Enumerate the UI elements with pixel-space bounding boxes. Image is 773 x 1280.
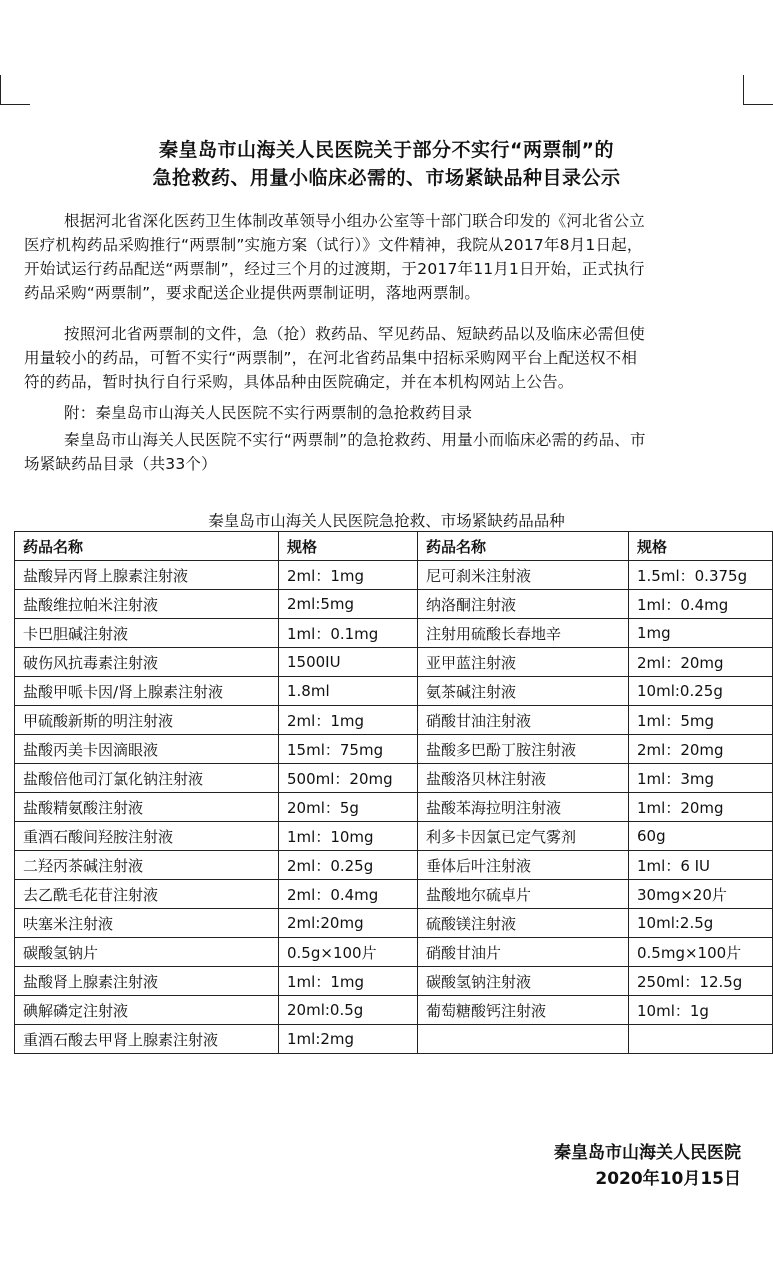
spec-cell: 20ml:0.5g xyxy=(279,996,418,1025)
table-row xyxy=(15,822,773,851)
spec-cell: 2ml：0.25g xyxy=(279,851,418,880)
table-row xyxy=(15,996,773,1025)
attachment-line xyxy=(24,401,754,425)
drug-name-cell: 碳酸氢钠片 xyxy=(15,938,279,967)
spec-cell: 1500IU xyxy=(279,648,418,677)
table-header-row xyxy=(15,532,773,561)
drug-name-cell: 重酒石酸去甲肾上腺素注射液 xyxy=(15,1025,279,1054)
header-drug-name: 药品名称 xyxy=(15,532,279,561)
drug-name-cell: 氨茶碱注射液 xyxy=(418,677,629,706)
drug-name-cell: 盐酸肾上腺素注射液 xyxy=(15,967,279,996)
table-row xyxy=(15,648,773,677)
drug-name-cell: 盐酸维拉帕米注射液 xyxy=(15,590,279,619)
crop-mark-right-vertical xyxy=(743,75,744,105)
table-row xyxy=(15,1025,773,1054)
drug-name-cell: 盐酸地尔硫卓片 xyxy=(418,880,629,909)
drug-name-cell: 呋塞米注射液 xyxy=(15,909,279,938)
paragraph-line: 开始试运行药品配送“两票制”，经过三个月的过渡期，于2017年11月1日开始，正式执行 xyxy=(24,260,645,278)
drug-name-cell: 盐酸丙美卡因滴眼液 xyxy=(15,735,279,764)
table-row xyxy=(15,735,773,764)
paragraph-line: 药品采购“两票制”，要求配送企业提供两票制证明，落地两票制。 xyxy=(24,284,481,302)
drug-name-cell: 破伤风抗毒素注射液 xyxy=(15,648,279,677)
drug-name-cell: 尼可刹米注射液 xyxy=(418,561,629,590)
table-caption: 秦皇岛市山海关人民医院急抢救、市场紧缺药品品种 xyxy=(208,512,565,530)
paragraph-line: 秦皇岛市山海关人民医院不实行“两票制”的急抢救药、用量小而临床必需的药品、市 xyxy=(64,431,646,449)
spec-cell: 2ml：0.4mg xyxy=(279,880,418,909)
paragraph-4 xyxy=(24,428,754,476)
spec-cell: 2ml：1mg xyxy=(279,706,418,735)
drug-name-cell: 垂体后叶注射液 xyxy=(418,851,629,880)
table-row xyxy=(15,590,773,619)
drug-name-cell: 二羟丙茶碱注射液 xyxy=(15,851,279,880)
paragraph-line: 用量较小的药品，可暂不实行“两票制”，在河北省药品集中招标采购网平台上配送权不相 xyxy=(24,349,638,367)
spec-cell: 20ml：5g xyxy=(279,793,418,822)
spec-cell: 1ml：20mg xyxy=(629,793,773,822)
spec-cell: 15ml：75mg xyxy=(279,735,418,764)
spec-cell: 2ml：1mg xyxy=(279,561,418,590)
crop-mark-left-horizontal xyxy=(0,104,30,105)
drug-name-cell: 注射用硫酸长春地辛 xyxy=(418,619,629,648)
document-title-line-1: 秦皇岛市山海关人民医院关于部分不实行“两票制”的 xyxy=(159,139,614,161)
paragraph-line: 附：秦皇岛市山海关人民医院不实行两票制的急抢救药目录 xyxy=(64,404,473,422)
drug-name-cell: 利多卡因氯已定气雾剂 xyxy=(418,822,629,851)
crop-mark-right-horizontal xyxy=(743,104,773,105)
drug-name-cell: 盐酸倍他司汀氯化钠注射液 xyxy=(15,764,279,793)
spec-cell: 1ml：6 IU xyxy=(629,851,773,880)
drug-name-cell: 甲硫酸新斯的明注射液 xyxy=(15,706,279,735)
header-spec: 规格 xyxy=(279,532,418,561)
drug-name-cell: 盐酸多巴酚丁胺注射液 xyxy=(418,735,629,764)
table-row xyxy=(15,619,773,648)
spec-cell: 1mg xyxy=(629,619,773,648)
table-row xyxy=(15,967,773,996)
table-row xyxy=(15,793,773,822)
document-title-line-2: 急抢救药、用量小临床必需的、市场紧缺品种目录公示 xyxy=(152,167,621,189)
spec-cell: 1ml：1mg xyxy=(279,967,418,996)
drug-name-cell: 碳酸氢钠注射液 xyxy=(418,967,629,996)
drug-name-cell: 重酒石酸间羟胺注射液 xyxy=(15,822,279,851)
spec-cell: 30mg×20片 xyxy=(629,880,773,909)
drug-name-cell: 硫酸镁注射液 xyxy=(418,909,629,938)
spec-cell: 1ml：10mg xyxy=(279,822,418,851)
spec-cell: 500ml：20mg xyxy=(279,764,418,793)
spec-cell: 2ml:20mg xyxy=(279,909,418,938)
table-row xyxy=(15,764,773,793)
table-row xyxy=(15,909,773,938)
paragraph-1 xyxy=(24,209,754,305)
spec-cell: 1ml:2mg xyxy=(279,1025,418,1054)
paragraph-line: 场紧缺药品目录（共33个） xyxy=(24,455,217,473)
spec-cell: 10ml:0.25g xyxy=(629,677,773,706)
spec-cell: 1ml：5mg xyxy=(629,706,773,735)
drug-name-cell: 盐酸异丙肾上腺素注射液 xyxy=(15,561,279,590)
table-row xyxy=(15,851,773,880)
spec-cell: 2ml:5mg xyxy=(279,590,418,619)
drug-name-cell: 葡萄糖酸钙注射液 xyxy=(418,996,629,1025)
spec-cell: 10ml:2.5g xyxy=(629,909,773,938)
header-drug-name: 药品名称 xyxy=(418,532,629,561)
paragraph-line: 医疗机构药品采购推行“两票制”实施方案（试行）》文件精神，我院从2017年8月1日起， xyxy=(24,236,643,254)
signature-date: 2020年10月15日 xyxy=(595,1169,741,1189)
drug-name-cell: 亚甲蓝注射液 xyxy=(418,648,629,677)
header-spec: 规格 xyxy=(629,532,773,561)
spec-cell: 2ml：20mg xyxy=(629,735,773,764)
drug-name-cell: 碘解磷定注射液 xyxy=(15,996,279,1025)
table-row xyxy=(15,677,773,706)
table-row xyxy=(15,561,773,590)
drug-name-cell: 盐酸苯海拉明注射液 xyxy=(418,793,629,822)
spec-cell: 2ml：20mg xyxy=(629,648,773,677)
spec-cell: 1ml：0.1mg xyxy=(279,619,418,648)
paragraph-line: 根据河北省深化医药卫生体制改革领导小组办公室等十部门联合印发的《河北省公立 xyxy=(64,212,645,230)
spec-cell: 1.5ml：0.375g xyxy=(629,561,773,590)
table-row xyxy=(15,938,773,967)
spec-cell: 250ml：12.5g xyxy=(629,967,773,996)
signature-organization: 秦皇岛市山海关人民医院 xyxy=(554,1143,741,1163)
spec-cell: 1.8ml xyxy=(279,677,418,706)
drug-name-cell xyxy=(418,1025,629,1054)
paragraph-line: 按照河北省两票制的文件，急（抢）救药品、罕见药品、短缺药品以及临床必需但使 xyxy=(64,325,645,343)
drug-list-table xyxy=(14,531,773,1054)
paragraph-2 xyxy=(24,322,754,394)
drug-name-cell: 纳洛酮注射液 xyxy=(418,590,629,619)
drug-name-cell: 硝酸甘油注射液 xyxy=(418,706,629,735)
drug-name-cell: 硝酸甘油片 xyxy=(418,938,629,967)
spec-cell: 60g xyxy=(629,822,773,851)
spec-cell: 0.5mg×100片 xyxy=(629,938,773,967)
crop-mark-left-vertical xyxy=(0,75,1,105)
drug-name-cell: 卡巴胆碱注射液 xyxy=(15,619,279,648)
paragraph-line: 符的药品，暂时执行自行采购，具体品种由医院确定，并在本机构网站上公告。 xyxy=(24,373,574,391)
spec-cell xyxy=(629,1025,773,1054)
drug-name-cell: 去乙酰毛花苷注射液 xyxy=(15,880,279,909)
drug-name-cell: 盐酸精氨酸注射液 xyxy=(15,793,279,822)
spec-cell: 1ml：3mg xyxy=(629,764,773,793)
spec-cell: 10ml：1g xyxy=(629,996,773,1025)
spec-cell: 1ml：0.4mg xyxy=(629,590,773,619)
table-row xyxy=(15,880,773,909)
table-row xyxy=(15,706,773,735)
drug-name-cell: 盐酸甲哌卡因/肾上腺素注射液 xyxy=(15,677,279,706)
drug-name-cell: 盐酸洛贝林注射液 xyxy=(418,764,629,793)
spec-cell: 0.5g×100片 xyxy=(279,938,418,967)
